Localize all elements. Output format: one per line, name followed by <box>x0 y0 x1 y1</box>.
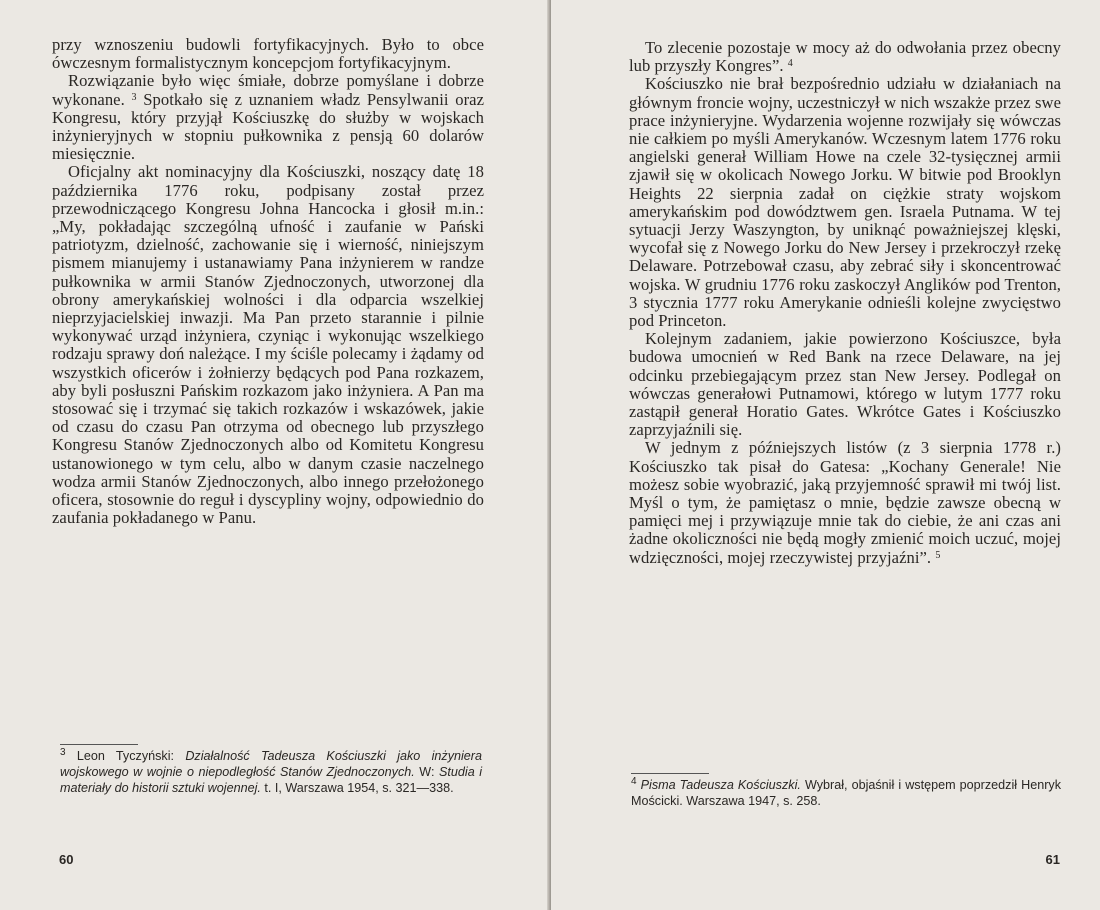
paragraph <box>629 439 1061 566</box>
page-number: 60 <box>59 852 74 867</box>
footnote-ref: 5 <box>935 549 941 561</box>
footnote-in: W: <box>419 765 435 779</box>
footnote-divider <box>60 744 138 745</box>
footnote-title: Pisma Tadeusza Kościuszki. <box>640 778 801 792</box>
footnote-details: t. I, Warszawa 1954, s. 321—338. <box>264 781 454 795</box>
footnote-ref: 4 <box>787 58 793 70</box>
footnote-series: Studia i materiały do historii sztuki wojennej. <box>60 765 483 795</box>
footnote-title: Działalność Tadeusza Kościuszki jako inżyniera wojskowego w wojnie o niepodległość Stanów Zjednoczonych. <box>60 749 482 779</box>
footnote <box>60 748 482 796</box>
paragraph: przy wznoszeniu budowli fortyfikacyjnych. Było to obce ówczesnym formalistycznym koncepcjom fortyfikacyjnym. <box>52 35 484 73</box>
footnote <box>631 777 1061 809</box>
left-page <box>0 0 549 910</box>
footnote-details: Wybrał, objaśnił i wstępem poprzedził Henryk Mościcki. Warszawa 1947, s. 258. <box>631 778 1061 808</box>
paragraph <box>629 39 1061 75</box>
left-page-body <box>52 36 484 527</box>
paragraph: Kościuszko nie brał bezpośrednio udziału w działaniach na głównym froncie wojny, uczestniczył w nich wszakże przez swe prace inżynieryjne. Wydarzenia wojenne rozwijały się wówczas nie całkiem po myśli Amerykanów. Wczesnym latem 1776 roku angielski generał William Howe na czele 32-tysięcznej armii zjawił się w okolicach Nowego Jorku. W bitwie pod Brooklyn Heights 22 sierpnia zadał on ciężkie straty wojskom amerykańskim pod dowództwem gen. Israela Putnama. W tej sytuacji Jerzy Waszyngton, by uniknąć poważniejszej klęski, wycofał się z Nowego Jorku do New Jersey i przekroczył rzekę Delaware. Potrzebował czasu, aby zebrać siły i skoncentrować wojska. W grudniu 1776 roku zaskoczył Anglików pod Trenton, 3 stycznia 1777 roku Amerykanie odnieśli kolejne zwycięstwo pod Princeton. <box>629 74 1061 331</box>
paragraph-text: W jednym z późniejszych listów (z 3 sierpnia 1778 r.) Kościuszko tak pisał do Gatesa: „Kochany Generale! Nie możesz sobie wyobrazić, jaką przyjemność sprawił mi twój list. Myśl o tym, że pamiętasz o mnie, będzie zawsze obecną w pamięci mej i przywiązuje mnie tak do ciebie, że ani czas ani żadne okoliczności nie będą mogły zmienić moich uczuć, mojej wdzięczności, mojej rzeczywistej przyjaźni”. <box>629 438 1061 567</box>
paragraph: Kolejnym zadaniem, jakie powierzono Kościuszce, była budowa umocnień w Red Bank na rzece Delaware, na jej odcinku przebiegającym przez stan New Jersey. Podlegał on wówczas generałowi Putnamowi, którego w lutym 1777 roku zastąpił generał Horatio Gates. Wkrótce Gates i Kościuszko zaprzyjaźnili się. <box>629 329 1061 440</box>
footnote-number: 4 <box>631 776 637 787</box>
right-page-body <box>629 39 1061 567</box>
footnote-author: Leon Tyczyński: <box>76 749 175 763</box>
page-number: 61 <box>1045 852 1060 867</box>
footnote-divider <box>631 773 709 774</box>
paragraph: Oficjalny akt nominacyjny dla Kościuszki, noszący datę 18 października 1776 roku, podpisany został przez przewodniczącego Kongresu Johna Hancocka i głosił m.in.: „My, pokładając szczególną ufność i zaufanie w Pański patriotyzm, dzielność, zachowanie się i wierność, niniejszym pismem mianujemy i ustanawiamy Pana inżynierem w randze pułkownika w armii Stanów Zjednoczonych, utworzonej dla obrony amerykańskiej wolności i dla odparcia wszelkiej nieprzyjacielskiej inwazji. Ma Pan przeto starannie i pilnie wykonywać urząd inżyniera, czyniąc i wykonując wszelkiego rodzaju sprawy doń należące. I my ściśle polecamy i żądamy od wszystkich oficerów i żołnierzy będących pod Pana rozkazem, aby byli posłuszni Pańskim rozkazom jako inżyniera. A Pan ma stosować się i trzymać się takich rozkazów i wskazówek, jakie od czasu do czasu Pan otrzyma od obecnego lub przyszłego Kongresu Stanów Zjednoczonych albo od Komitetu Kongresu ustanowionego w tym celu, albo w danym czasie naczelnego wodza armii Stanów Zjednoczonych, albo innego przełożonego oficera, stosownie do reguł i dyscypliny wojny, odpowiednio do zaufania pokładanego w Panu. <box>52 162 484 528</box>
paragraph <box>52 72 484 163</box>
footnote-ref: 3 <box>131 91 137 103</box>
paragraph-text: Spotkało się z uznaniem władz Pensylwanii oraz Kongresu, który przyjął Kościuszkę do służby w wojskach inżynieryjnych w stopniu pułkownika z pensją 60 dolarów miesięcznie. <box>52 89 485 164</box>
right-page <box>551 0 1100 910</box>
paragraph-text: To zlecenie pozostaje w mocy aż do odwołania przez obecny lub przyszły Kongres”. <box>629 38 1061 76</box>
footnote-number: 3 <box>60 747 66 758</box>
paragraph-text: Rozwiązanie było więc śmiałe, dobrze pomyślane i dobrze wykonane. <box>52 71 484 109</box>
